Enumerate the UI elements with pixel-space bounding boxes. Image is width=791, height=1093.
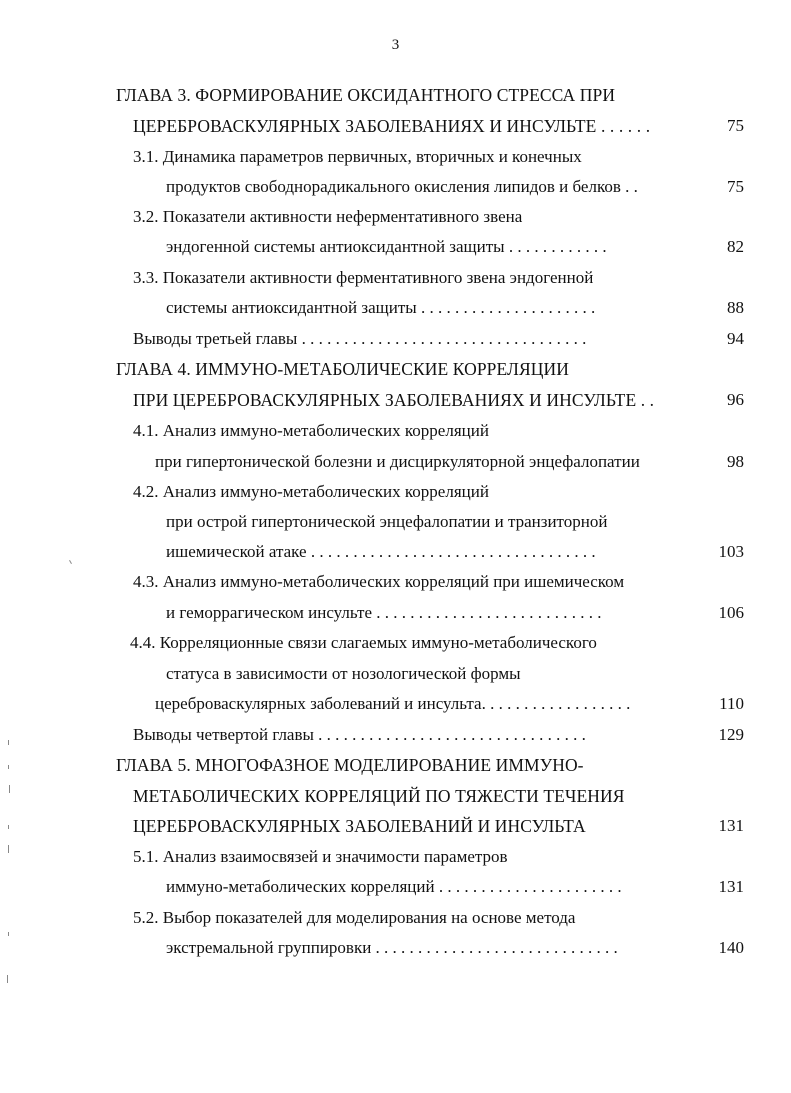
- toc-page-number: 131: [718, 877, 744, 896]
- toc-section-5-2-line-1: 5.2. Выбор показателей для моделирования на основе метода: [133, 908, 576, 927]
- scan-speck: [7, 975, 8, 983]
- toc-section-4-3-line-2: и геморрагическом инсульте . . . . . . . . . . . . . . . . . . . . . . . . . . .: [166, 603, 602, 622]
- scan-speck: [8, 765, 9, 769]
- scan-speck: [8, 740, 9, 745]
- toc-section-4-1-line-1: 4.1. Анализ иммуно-метаболических корреляций: [133, 421, 489, 440]
- toc-chapter-5-title-line-3: ЦЕРЕБРОВАСКУЛЯРНЫХ ЗАБОЛЕВАНИЙ И ИНСУЛЬТА: [133, 816, 586, 836]
- toc-section-4-2-line-2: при острой гипертонической энцефалопатии и транзиторной: [166, 512, 608, 531]
- scan-speck: [9, 785, 10, 793]
- toc-section-3-3-line-2: системы антиоксидантной защиты . . . . . . . . . . . . . . . . . . . . .: [166, 298, 596, 317]
- toc-conclusions-chapter-4: Выводы четвертой главы . . . . . . . . . . . . . . . . . . . . . . . . . . . . . . . .: [133, 725, 586, 744]
- scan-speck: [8, 932, 9, 936]
- scan-speck: [8, 845, 9, 853]
- toc-page-number: 129: [718, 725, 744, 744]
- page-number: 3: [391, 37, 400, 53]
- toc-page-number: 94: [727, 329, 744, 348]
- toc-page-number: 106: [718, 603, 744, 622]
- toc-chapter-4-title-line-2: ПРИ ЦЕРЕБРОВАСКУЛЯРНЫХ ЗАБОЛЕВАНИЯХ И ИНСУЛЬТЕ . .: [133, 390, 655, 410]
- toc-section-4-1-line-2: при гипертонической болезни и дисциркуляторной энцефалопатии: [155, 452, 640, 471]
- toc-section-3-1-line-1: 3.1. Динамика параметров первичных, вторичных и конечных: [133, 147, 582, 166]
- toc-section-3-1-line-2: продуктов свободнорадикального окисления липидов и белков . .: [166, 177, 638, 196]
- toc-page-number: 131: [718, 816, 744, 835]
- toc-page-number: 98: [727, 452, 744, 471]
- toc-page-number: 75: [727, 116, 744, 135]
- toc-section-4-4-line-2: статуса в зависимости от нозологической формы: [166, 664, 521, 683]
- toc-section-3-3-line-1: 3.3. Показатели активности ферментативного звена эндогенной: [133, 268, 594, 287]
- toc-section-3-2-line-1: 3.2. Показатели активности неферментативного звена: [133, 207, 523, 226]
- toc-section-4-2-line-3: ишемической атаке . . . . . . . . . . . . . . . . . . . . . . . . . . . . . . . . . .: [166, 542, 596, 561]
- scan-speck: [69, 560, 72, 564]
- toc-section-5-1-line-1: 5.1. Анализ взаимосвязей и значимости параметров: [133, 847, 508, 866]
- toc-section-5-1-line-2: иммуно-метаболических корреляций . . . . . . . . . . . . . . . . . . . . . .: [166, 877, 622, 896]
- toc-chapter-5-title-line-1: ГЛАВА 5. МНОГОФАЗНОЕ МОДЕЛИРОВАНИЕ ИММУНО-: [116, 755, 584, 775]
- toc-section-4-4-line-3: цереброваскулярных заболеваний и инсульта. . . . . . . . . . . . . . . . . .: [155, 694, 631, 713]
- toc-page-number: 140: [718, 938, 744, 957]
- toc-section-4-2-line-1: 4.2. Анализ иммуно-метаболических корреляций: [133, 482, 489, 501]
- toc-section-3-2-line-2: эндогенной системы антиоксидантной защиты . . . . . . . . . . . .: [166, 237, 607, 256]
- toc-page-number: 96: [727, 390, 744, 409]
- scan-speck: [8, 825, 9, 829]
- toc-page-number: 103: [718, 542, 744, 561]
- toc-section-4-3-line-1: 4.3. Анализ иммуно-метаболических корреляций при ишемическом: [133, 572, 625, 591]
- toc-section-4-4-line-1: 4.4. Корреляционные связи слагаемых иммуно-метаболического: [130, 633, 597, 652]
- toc-section-5-2-line-2: экстремальной группировки . . . . . . . . . . . . . . . . . . . . . . . . . . . . .: [166, 938, 618, 957]
- toc-conclusions-chapter-3: Выводы третьей главы . . . . . . . . . . . . . . . . . . . . . . . . . . . . . . . . . .: [133, 329, 587, 348]
- toc-chapter-3-title-line-2: ЦЕРЕБРОВАСКУЛЯРНЫХ ЗАБОЛЕВАНИЯХ И ИНСУЛЬТЕ . . . . . .: [133, 116, 651, 136]
- toc-page-number: 82: [727, 237, 744, 256]
- toc-chapter-4-title-line-1: ГЛАВА 4. ИММУНО-МЕТАБОЛИЧЕСКИЕ КОРРЕЛЯЦИИ: [116, 359, 570, 379]
- toc-page-number: 75: [727, 177, 744, 196]
- toc-page-number: 88: [727, 298, 744, 317]
- toc-chapter-5-title-line-2: МЕТАБОЛИЧЕСКИХ КОРРЕЛЯЦИЙ ПО ТЯЖЕСТИ ТЕЧЕНИЯ: [133, 786, 625, 806]
- toc-page-number: 110: [719, 694, 744, 713]
- toc-chapter-3-title-line-1: ГЛАВА 3. ФОРМИРОВАНИЕ ОКСИДАНТНОГО СТРЕССА ПРИ: [116, 85, 616, 105]
